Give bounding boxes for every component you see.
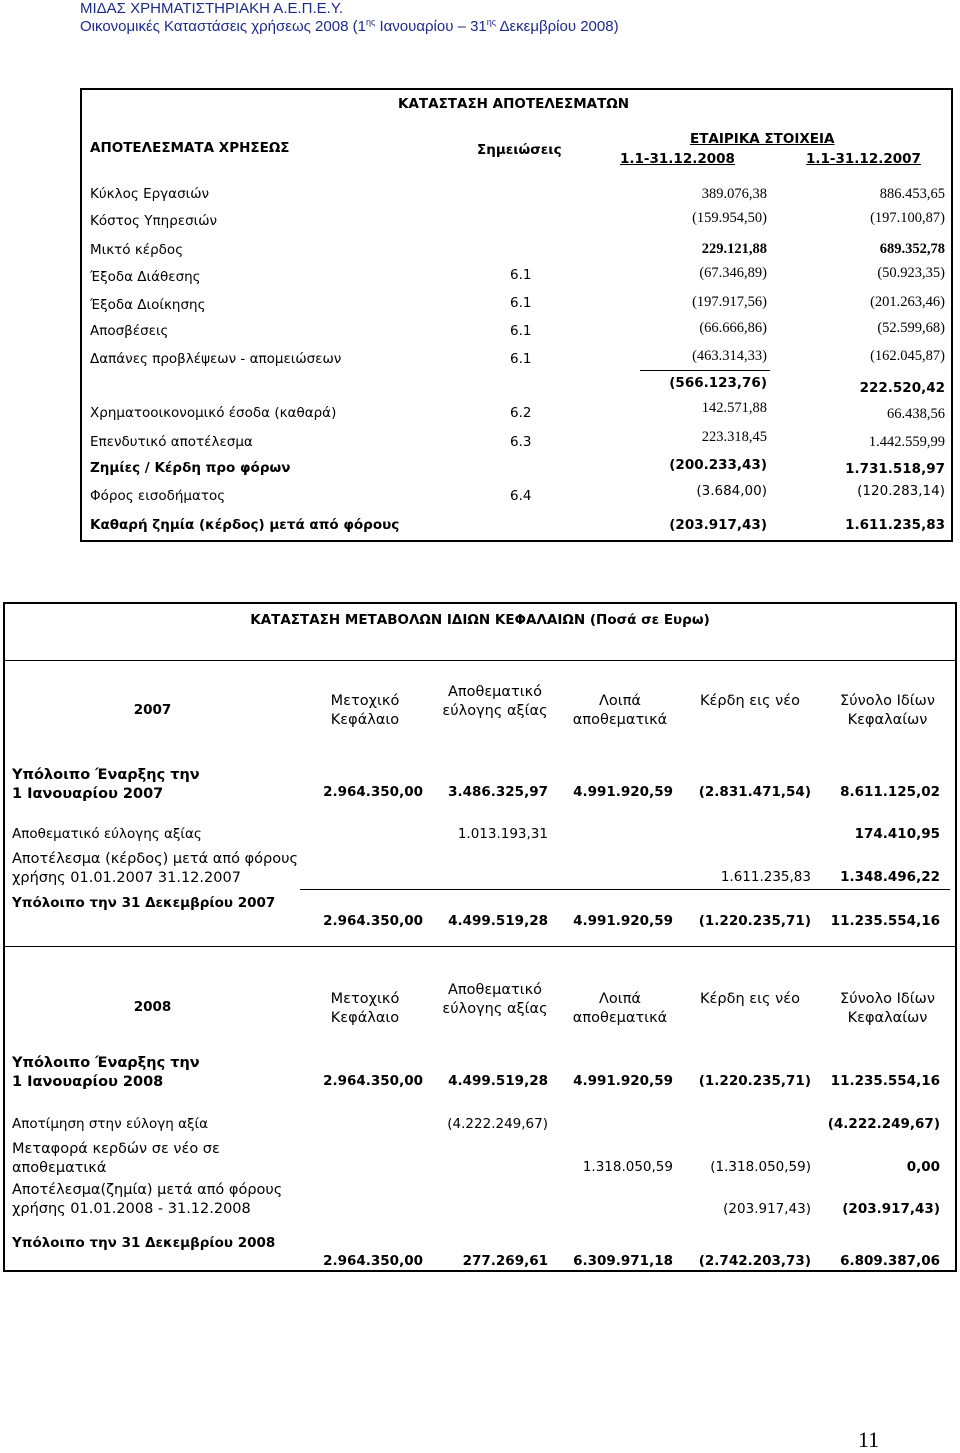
equity-row-label: Αποτέλεσμα(ζημία) μετά από φόρους χρήσης 01.01.2008 - 31.12.2008 bbox=[12, 1182, 283, 1217]
equity-cell: (1.220.235,71) bbox=[698, 913, 811, 929]
income-col-2007: 1.1-31.12.2007 bbox=[806, 151, 921, 167]
income-row-2007: 1.731.518,97 bbox=[845, 461, 945, 477]
equity-cell: 8.611.125,02 bbox=[840, 784, 940, 800]
equity-cell: 2.964.350,00 bbox=[323, 1073, 423, 1089]
income-row-2008: (159.954,50) bbox=[692, 210, 767, 226]
income-net-2008: (203.917,43) bbox=[669, 517, 767, 533]
equity-col-total-equity: Σύνολο Ιδίων Κεφαλαίων bbox=[840, 693, 935, 728]
equity-cell: 4.499.519,28 bbox=[448, 913, 548, 929]
equity-year-2008: 2008 bbox=[133, 999, 172, 1015]
income-row-2008: (463.314,33) bbox=[692, 348, 767, 364]
income-row-2007: 66.438,56 bbox=[887, 406, 945, 422]
equity-cell: (2.742.203,73) bbox=[698, 1253, 811, 1269]
income-col-2008: 1.1-31.12.2008 bbox=[620, 151, 735, 167]
income-row-label: Αποσβέσεις bbox=[90, 323, 169, 339]
income-row-2008: (66.666,86) bbox=[699, 320, 767, 336]
equity-col-retained-earnings: Κέρδη εις νέο bbox=[700, 991, 800, 1007]
income-row-2008: 229.121,88 bbox=[701, 241, 767, 257]
income-row-note: 6.1 bbox=[510, 323, 532, 339]
equity-cell: 1.013.193,31 bbox=[457, 826, 548, 842]
equity-cell: 174.410,95 bbox=[854, 826, 940, 842]
income-row-note: 6.2 bbox=[510, 405, 532, 421]
equity-cell: (203.917,43) bbox=[842, 1201, 940, 1217]
income-row-note: 6.3 bbox=[510, 434, 532, 450]
equity-row-label: Υπόλοιπο την 31 Δεκεμβρίου 2008 bbox=[12, 1235, 276, 1251]
equity-cell: 0,00 bbox=[906, 1159, 940, 1175]
equity-row-label: Υπόλοιπο Έναρξης την 1 Ιανουαρίου 2008 bbox=[12, 1055, 200, 1090]
equity-row-label: Αποθεματικό εύλογης αξίας bbox=[12, 826, 202, 842]
equity-cell: (2.831.471,54) bbox=[698, 784, 811, 800]
income-net-label: Καθαρή ζημία (κέρδος) μετά από φόρους bbox=[90, 517, 400, 533]
equity-cell: 6.309.971,18 bbox=[573, 1253, 673, 1269]
income-row-label: Χρηματοοικονομικό έσοδα (καθαρά) bbox=[90, 405, 337, 421]
income-row-note: 6.1 bbox=[510, 267, 532, 283]
equity-cell: (1.318.050,59) bbox=[710, 1159, 811, 1175]
income-net-2007: 1.611.235,83 bbox=[845, 517, 945, 533]
equity-col-share-capital: Μετοχικό Κεφάλαιο bbox=[330, 693, 400, 728]
equity-cell: 4.499.519,28 bbox=[448, 1073, 548, 1089]
income-row-2007: 886.453,65 bbox=[879, 186, 945, 202]
equity-cell: (203.917,43) bbox=[723, 1201, 811, 1217]
equity-col-fair-value-reserve: Αποθεματικό εύλογης αξίας bbox=[442, 982, 548, 1017]
equity-col-other-reserves: Λοιπά αποθεματικά bbox=[572, 991, 668, 1026]
equity-row-label: Αποτέλεσμα (κέρδος) μετά από φόρους χρήσης 01.01.2007 31.12.2007 bbox=[12, 851, 298, 886]
income-col-label: ΑΠΟΤΕΛΕΣΜΑΤΑ ΧΡΗΣΕΩΣ bbox=[90, 140, 290, 156]
equity-title: ΚΑΤΑΣΤΑΣΗ ΜΕΤΑΒΟΛΩΝ ΙΔΙΩΝ ΚΕΦΑΛΑΙΩΝ (Ποσά σε Ευρω) bbox=[250, 612, 710, 628]
income-row-2007: (50.923,35) bbox=[877, 265, 945, 281]
income-row-note: 6.1 bbox=[510, 295, 532, 311]
income-row-2007: (162.045,87) bbox=[870, 348, 945, 364]
equity-row-label: Αποτίμηση στην εύλογη αξία bbox=[12, 1116, 209, 1132]
income-col-notes: Σημειώσεις bbox=[477, 142, 562, 158]
income-row-2007: 689.352,78 bbox=[879, 241, 945, 257]
report-company: ΜΙΔΑΣ ΧΡΗΜΑΤΙΣΤΗΡΙΑΚΗ Α.Ε.Π.Ε.Υ. bbox=[80, 0, 344, 17]
equity-cell: 4.991.920,59 bbox=[573, 1073, 673, 1089]
income-row-label: Φόρος εισοδήματος bbox=[90, 488, 226, 504]
equity-year-2007: 2007 bbox=[133, 702, 172, 718]
income-row-label: Κύκλος Εργασιών bbox=[90, 186, 210, 202]
equity-row-label: Υπόλοιπο Έναρξης την 1 Ιανουαρίου 2007 bbox=[12, 767, 200, 802]
equity-col-share-capital: Μετοχικό Κεφάλαιο bbox=[330, 991, 400, 1026]
equity-cell: 2.964.350,00 bbox=[323, 1253, 423, 1269]
equity-col-retained-earnings: Κέρδη εις νέο bbox=[700, 693, 800, 709]
equity-row-label: Υπόλοιπο την 31 Δεκεμβρίου 2007 bbox=[12, 895, 276, 911]
income-row-note: 6.1 bbox=[510, 351, 532, 367]
equity-cell: (1.220.235,71) bbox=[698, 1073, 811, 1089]
income-row-label: Δαπάνες προβλέψεων - απομειώσεων bbox=[90, 351, 342, 367]
equity-col-fair-value-reserve: Αποθεματικό εύλογης αξίας bbox=[442, 684, 548, 719]
income-row-2007: 222.520,42 bbox=[859, 380, 945, 396]
income-row-2008: (197.917,56) bbox=[692, 294, 767, 310]
income-row-label: Μικτό κέρδος bbox=[90, 242, 184, 258]
report-period: Οικονομικές Καταστάσεις χρήσεως 2008 ($1^{\eta\varsigma}$ Ιανουαρίου – $31^{\eta\varsigma}$ Δεκεμβρίου 2008) bbox=[80, 17, 619, 35]
equity-col-other-reserves: Λοιπά αποθεματικά bbox=[572, 693, 668, 728]
page-number: 11 bbox=[858, 1427, 880, 1452]
income-row-2008: 223.318,45 bbox=[701, 429, 767, 445]
income-row-2007: (52.599,68) bbox=[877, 320, 945, 336]
income-row-label: Έξοδα Διοίκησης bbox=[90, 297, 206, 313]
income-row-label: Ζημίες / Κέρδη προ φόρων bbox=[90, 460, 291, 476]
equity-row-label: Μεταφορά κερδών σε νέο σε αποθεματικά bbox=[12, 1141, 220, 1176]
income-row-label: Έξοδα Διάθεσης bbox=[90, 269, 201, 285]
equity-cell: 11.235.554,16 bbox=[830, 1073, 940, 1089]
equity-cell: 4.991.920,59 bbox=[573, 784, 673, 800]
equity-cell: 1.318.050,59 bbox=[582, 1159, 673, 1175]
equity-cell: 11.235.554,16 bbox=[830, 913, 940, 929]
equity-cell: 1.611.235,83 bbox=[720, 869, 811, 885]
income-title: ΚΑΤΑΣΤΑΣΗ ΑΠΟΤΕΛΕΣΜΑΤΩΝ bbox=[398, 96, 630, 112]
income-row-2008: (3.684,00) bbox=[696, 483, 767, 499]
income-row-label: Επενδυτικό αποτέλεσμα bbox=[90, 434, 253, 450]
income-row-2008: (200.233,43) bbox=[669, 457, 767, 473]
equity-cell: 4.991.920,59 bbox=[573, 913, 673, 929]
income-row-2008: 389.076,38 bbox=[701, 186, 767, 202]
income-row-note: 6.4 bbox=[510, 488, 532, 504]
equity-col-total-equity: Σύνολο Ιδίων Κεφαλαίων bbox=[840, 991, 935, 1026]
income-row-2007: 1.442.559,99 bbox=[868, 434, 945, 450]
income-col-group: ΕΤΑΙΡΙΚΑ ΣΤΟΙΧΕΙΑ bbox=[690, 131, 835, 147]
income-row-2008: (566.123,76) bbox=[669, 375, 767, 391]
equity-cell: 2.964.350,00 bbox=[323, 913, 423, 929]
income-row-2007: (120.283,14) bbox=[857, 483, 945, 499]
equity-cell: 277.269,61 bbox=[462, 1253, 548, 1269]
income-row-2008: (67.346,89) bbox=[699, 265, 767, 281]
income-row-2007: (197.100,87) bbox=[870, 210, 945, 226]
income-row-2008: 142.571,88 bbox=[701, 400, 767, 416]
equity-cell: 2.964.350,00 bbox=[323, 784, 423, 800]
equity-cell: 3.486.325,97 bbox=[448, 784, 548, 800]
equity-cell: (4.222.249,67) bbox=[827, 1116, 940, 1132]
equity-cell: 1.348.496,22 bbox=[840, 869, 940, 885]
income-row-2007: (201.263,46) bbox=[870, 294, 945, 310]
equity-cell: 6.809.387,06 bbox=[840, 1253, 940, 1269]
income-row-label: Κόστος Υπηρεσιών bbox=[90, 213, 218, 229]
equity-cell: (4.222.249,67) bbox=[447, 1116, 548, 1132]
